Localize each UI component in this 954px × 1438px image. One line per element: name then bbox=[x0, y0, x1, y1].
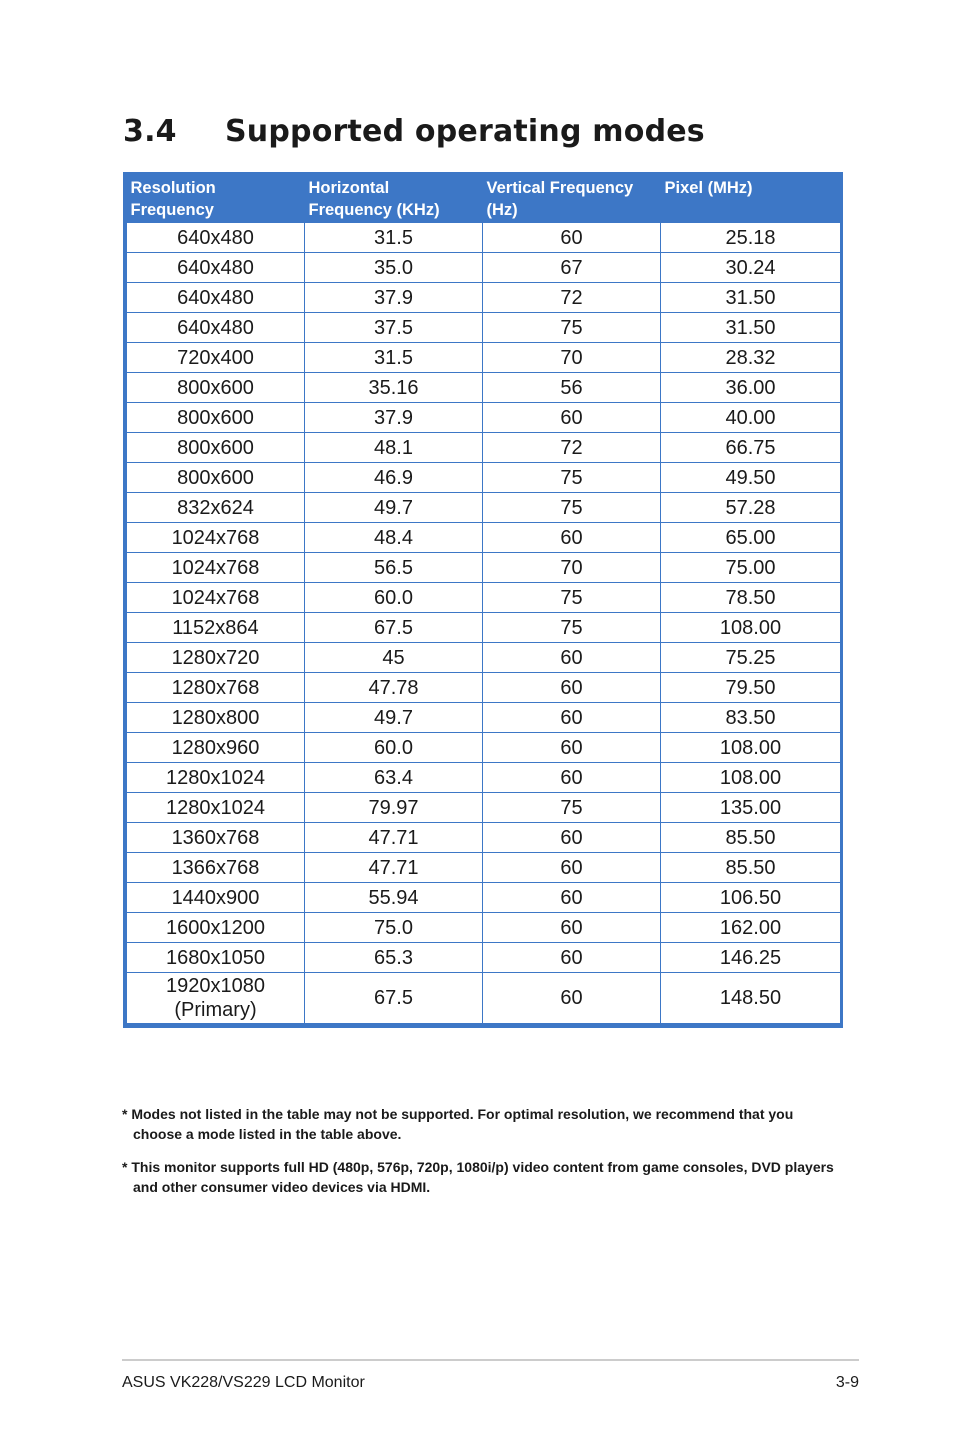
table-row bbox=[127, 733, 841, 763]
table-row bbox=[127, 553, 841, 583]
cell-pixel: 25.18 bbox=[661, 223, 841, 253]
cell-resolution: 1280x768 bbox=[127, 673, 305, 703]
cell-resolution: 1280x800 bbox=[127, 703, 305, 733]
cell-vertical: 67 bbox=[483, 253, 661, 283]
cell-vertical: 75 bbox=[483, 463, 661, 493]
cell-pixel: 57.28 bbox=[661, 493, 841, 523]
cell-resolution: 1280x720 bbox=[127, 643, 305, 673]
table-row bbox=[127, 793, 841, 823]
cell-horizontal: 67.5 bbox=[305, 973, 483, 1024]
cell-horizontal: 37.5 bbox=[305, 313, 483, 343]
cell-pixel: 75.25 bbox=[661, 643, 841, 673]
section-heading bbox=[123, 114, 705, 149]
cell-horizontal: 49.7 bbox=[305, 703, 483, 733]
cell-vertical: 75 bbox=[483, 313, 661, 343]
cell-vertical: 60 bbox=[483, 403, 661, 433]
footnotes bbox=[122, 1104, 846, 1210]
cell-pixel: 79.50 bbox=[661, 673, 841, 703]
cell-horizontal: 37.9 bbox=[305, 283, 483, 313]
cell-vertical: 75 bbox=[483, 583, 661, 613]
cell-resolution: 1024x768 bbox=[127, 523, 305, 553]
footnote-unsupported-modes: * Modes not listed in the table may not be supported. For optimal resolution, we recommend that you choose a mode listed in the table above. bbox=[122, 1106, 794, 1142]
cell-horizontal: 55.94 bbox=[305, 883, 483, 913]
table-row bbox=[127, 943, 841, 973]
cell-pixel: 75.00 bbox=[661, 553, 841, 583]
table-row bbox=[127, 223, 841, 253]
header-vertical bbox=[483, 172, 661, 223]
cell-horizontal: 47.71 bbox=[305, 823, 483, 853]
cell-pixel: 49.50 bbox=[661, 463, 841, 493]
cell-resolution: 640x480 bbox=[127, 283, 305, 313]
table-row bbox=[127, 373, 841, 403]
cell-pixel: 108.00 bbox=[661, 613, 841, 643]
footer-page-number: 3-9 bbox=[835, 1374, 859, 1391]
cell-pixel: 83.50 bbox=[661, 703, 841, 733]
cell-pixel: 30.24 bbox=[661, 253, 841, 283]
table-row bbox=[127, 853, 841, 883]
cell-vertical: 60 bbox=[483, 223, 661, 253]
cell-pixel: 108.00 bbox=[661, 733, 841, 763]
table-row-primary bbox=[127, 973, 841, 1024]
cell-resolution: 800x600 bbox=[127, 463, 305, 493]
header-resolution bbox=[127, 172, 305, 223]
section-number: 3.4 bbox=[123, 114, 177, 149]
cell-pixel: 148.50 bbox=[661, 973, 841, 1024]
cell-resolution: 1024x768 bbox=[127, 583, 305, 613]
cell-horizontal: 79.97 bbox=[305, 793, 483, 823]
cell-horizontal: 56.5 bbox=[305, 553, 483, 583]
cell-vertical: 70 bbox=[483, 553, 661, 583]
section-title: Supported operating modes bbox=[225, 114, 705, 149]
cell-horizontal: 48.4 bbox=[305, 523, 483, 553]
header-horizontal bbox=[305, 172, 483, 223]
cell-resolution-line1: 1920x1080 bbox=[166, 975, 265, 997]
cell-pixel: 65.00 bbox=[661, 523, 841, 553]
cell-pixel: 36.00 bbox=[661, 373, 841, 403]
cell-resolution: 720x400 bbox=[127, 343, 305, 373]
header-resolution-line2: Frequency bbox=[130, 201, 214, 219]
cell-pixel: 78.50 bbox=[661, 583, 841, 613]
table-header-row bbox=[127, 172, 841, 223]
cell-vertical: 60 bbox=[483, 643, 661, 673]
cell-horizontal: 63.4 bbox=[305, 763, 483, 793]
header-vertical-line2: (Hz) bbox=[486, 201, 518, 219]
header-horizontal-line1: Horizontal bbox=[308, 179, 390, 197]
cell-horizontal: 31.5 bbox=[305, 343, 483, 373]
cell-vertical: 75 bbox=[483, 493, 661, 523]
cell-horizontal: 35.0 bbox=[305, 253, 483, 283]
table-row bbox=[127, 343, 841, 373]
cell-vertical: 60 bbox=[483, 943, 661, 973]
cell-horizontal: 37.9 bbox=[305, 403, 483, 433]
header-horizontal-line2: Frequency (KHz) bbox=[308, 201, 440, 219]
cell-resolution-line2: (Primary) bbox=[174, 999, 257, 1021]
cell-pixel: 31.50 bbox=[661, 313, 841, 343]
cell-horizontal: 60.0 bbox=[305, 583, 483, 613]
cell-resolution bbox=[127, 973, 305, 1024]
table-body bbox=[127, 223, 841, 1024]
cell-horizontal: 31.5 bbox=[305, 223, 483, 253]
table-row bbox=[127, 253, 841, 283]
cell-pixel: 85.50 bbox=[661, 853, 841, 883]
table-row bbox=[127, 493, 841, 523]
cell-pixel: 135.00 bbox=[661, 793, 841, 823]
cell-vertical: 75 bbox=[483, 793, 661, 823]
cell-resolution: 1680x1050 bbox=[127, 943, 305, 973]
table-row bbox=[127, 433, 841, 463]
cell-resolution: 1600x1200 bbox=[127, 913, 305, 943]
header-resolution-line1: Resolution bbox=[130, 179, 216, 197]
cell-resolution: 640x480 bbox=[127, 253, 305, 283]
cell-resolution: 800x600 bbox=[127, 373, 305, 403]
cell-pixel: 108.00 bbox=[661, 763, 841, 793]
cell-pixel: 40.00 bbox=[661, 403, 841, 433]
table-row bbox=[127, 703, 841, 733]
cell-resolution: 1280x960 bbox=[127, 733, 305, 763]
table-row bbox=[127, 283, 841, 313]
cell-pixel: 85.50 bbox=[661, 823, 841, 853]
cell-vertical: 60 bbox=[483, 763, 661, 793]
cell-pixel: 28.32 bbox=[661, 343, 841, 373]
table-row bbox=[127, 463, 841, 493]
table-row bbox=[127, 673, 841, 703]
cell-horizontal: 67.5 bbox=[305, 613, 483, 643]
cell-vertical: 60 bbox=[483, 733, 661, 763]
cell-horizontal: 35.16 bbox=[305, 373, 483, 403]
cell-vertical: 75 bbox=[483, 613, 661, 643]
footer-divider bbox=[122, 1359, 859, 1361]
cell-vertical: 60 bbox=[483, 673, 661, 703]
cell-horizontal: 75.0 bbox=[305, 913, 483, 943]
cell-horizontal: 49.7 bbox=[305, 493, 483, 523]
cell-resolution: 800x600 bbox=[127, 433, 305, 463]
cell-resolution: 640x480 bbox=[127, 223, 305, 253]
cell-vertical: 60 bbox=[483, 853, 661, 883]
cell-horizontal: 47.78 bbox=[305, 673, 483, 703]
footnote-full-hd: * This monitor supports full HD (480p, 576p, 720p, 1080i/p) video content from game consoles, DVD players and other consumer video devices via HDMI. bbox=[122, 1159, 834, 1195]
footer-product-name: ASUS VK228/VS229 LCD Monitor bbox=[122, 1374, 365, 1391]
cell-pixel: 162.00 bbox=[661, 913, 841, 943]
cell-pixel: 31.50 bbox=[661, 283, 841, 313]
cell-resolution: 1280x1024 bbox=[127, 763, 305, 793]
header-pixel-line1: Pixel (MHz) bbox=[664, 179, 753, 197]
cell-pixel: 106.50 bbox=[661, 883, 841, 913]
table-row bbox=[127, 643, 841, 673]
table-row bbox=[127, 823, 841, 853]
operating-modes-table bbox=[123, 172, 843, 1028]
cell-resolution: 1280x1024 bbox=[127, 793, 305, 823]
cell-resolution: 1366x768 bbox=[127, 853, 305, 883]
table-row bbox=[127, 403, 841, 433]
table-row bbox=[127, 763, 841, 793]
cell-resolution: 832x624 bbox=[127, 493, 305, 523]
cell-vertical: 60 bbox=[483, 523, 661, 553]
cell-vertical: 60 bbox=[483, 913, 661, 943]
cell-vertical: 72 bbox=[483, 433, 661, 463]
cell-vertical: 60 bbox=[483, 973, 661, 1024]
cell-resolution: 1440x900 bbox=[127, 883, 305, 913]
cell-horizontal: 46.9 bbox=[305, 463, 483, 493]
header-pixel bbox=[661, 172, 841, 223]
cell-pixel: 146.25 bbox=[661, 943, 841, 973]
cell-resolution: 1024x768 bbox=[127, 553, 305, 583]
table-row bbox=[127, 913, 841, 943]
cell-resolution: 1360x768 bbox=[127, 823, 305, 853]
table-row bbox=[127, 523, 841, 553]
table-row bbox=[127, 313, 841, 343]
cell-horizontal: 48.1 bbox=[305, 433, 483, 463]
cell-pixel: 66.75 bbox=[661, 433, 841, 463]
cell-resolution: 1152x864 bbox=[127, 613, 305, 643]
cell-vertical: 60 bbox=[483, 883, 661, 913]
cell-horizontal: 60.0 bbox=[305, 733, 483, 763]
cell-resolution: 800x600 bbox=[127, 403, 305, 433]
cell-vertical: 60 bbox=[483, 823, 661, 853]
cell-horizontal: 65.3 bbox=[305, 943, 483, 973]
header-vertical-line1: Vertical Frequency bbox=[486, 179, 634, 197]
table-row bbox=[127, 613, 841, 643]
cell-vertical: 56 bbox=[483, 373, 661, 403]
cell-resolution: 640x480 bbox=[127, 313, 305, 343]
table-row bbox=[127, 583, 841, 613]
cell-horizontal: 45 bbox=[305, 643, 483, 673]
cell-horizontal: 47.71 bbox=[305, 853, 483, 883]
table-row bbox=[127, 883, 841, 913]
cell-vertical: 72 bbox=[483, 283, 661, 313]
cell-vertical: 70 bbox=[483, 343, 661, 373]
cell-vertical: 60 bbox=[483, 703, 661, 733]
